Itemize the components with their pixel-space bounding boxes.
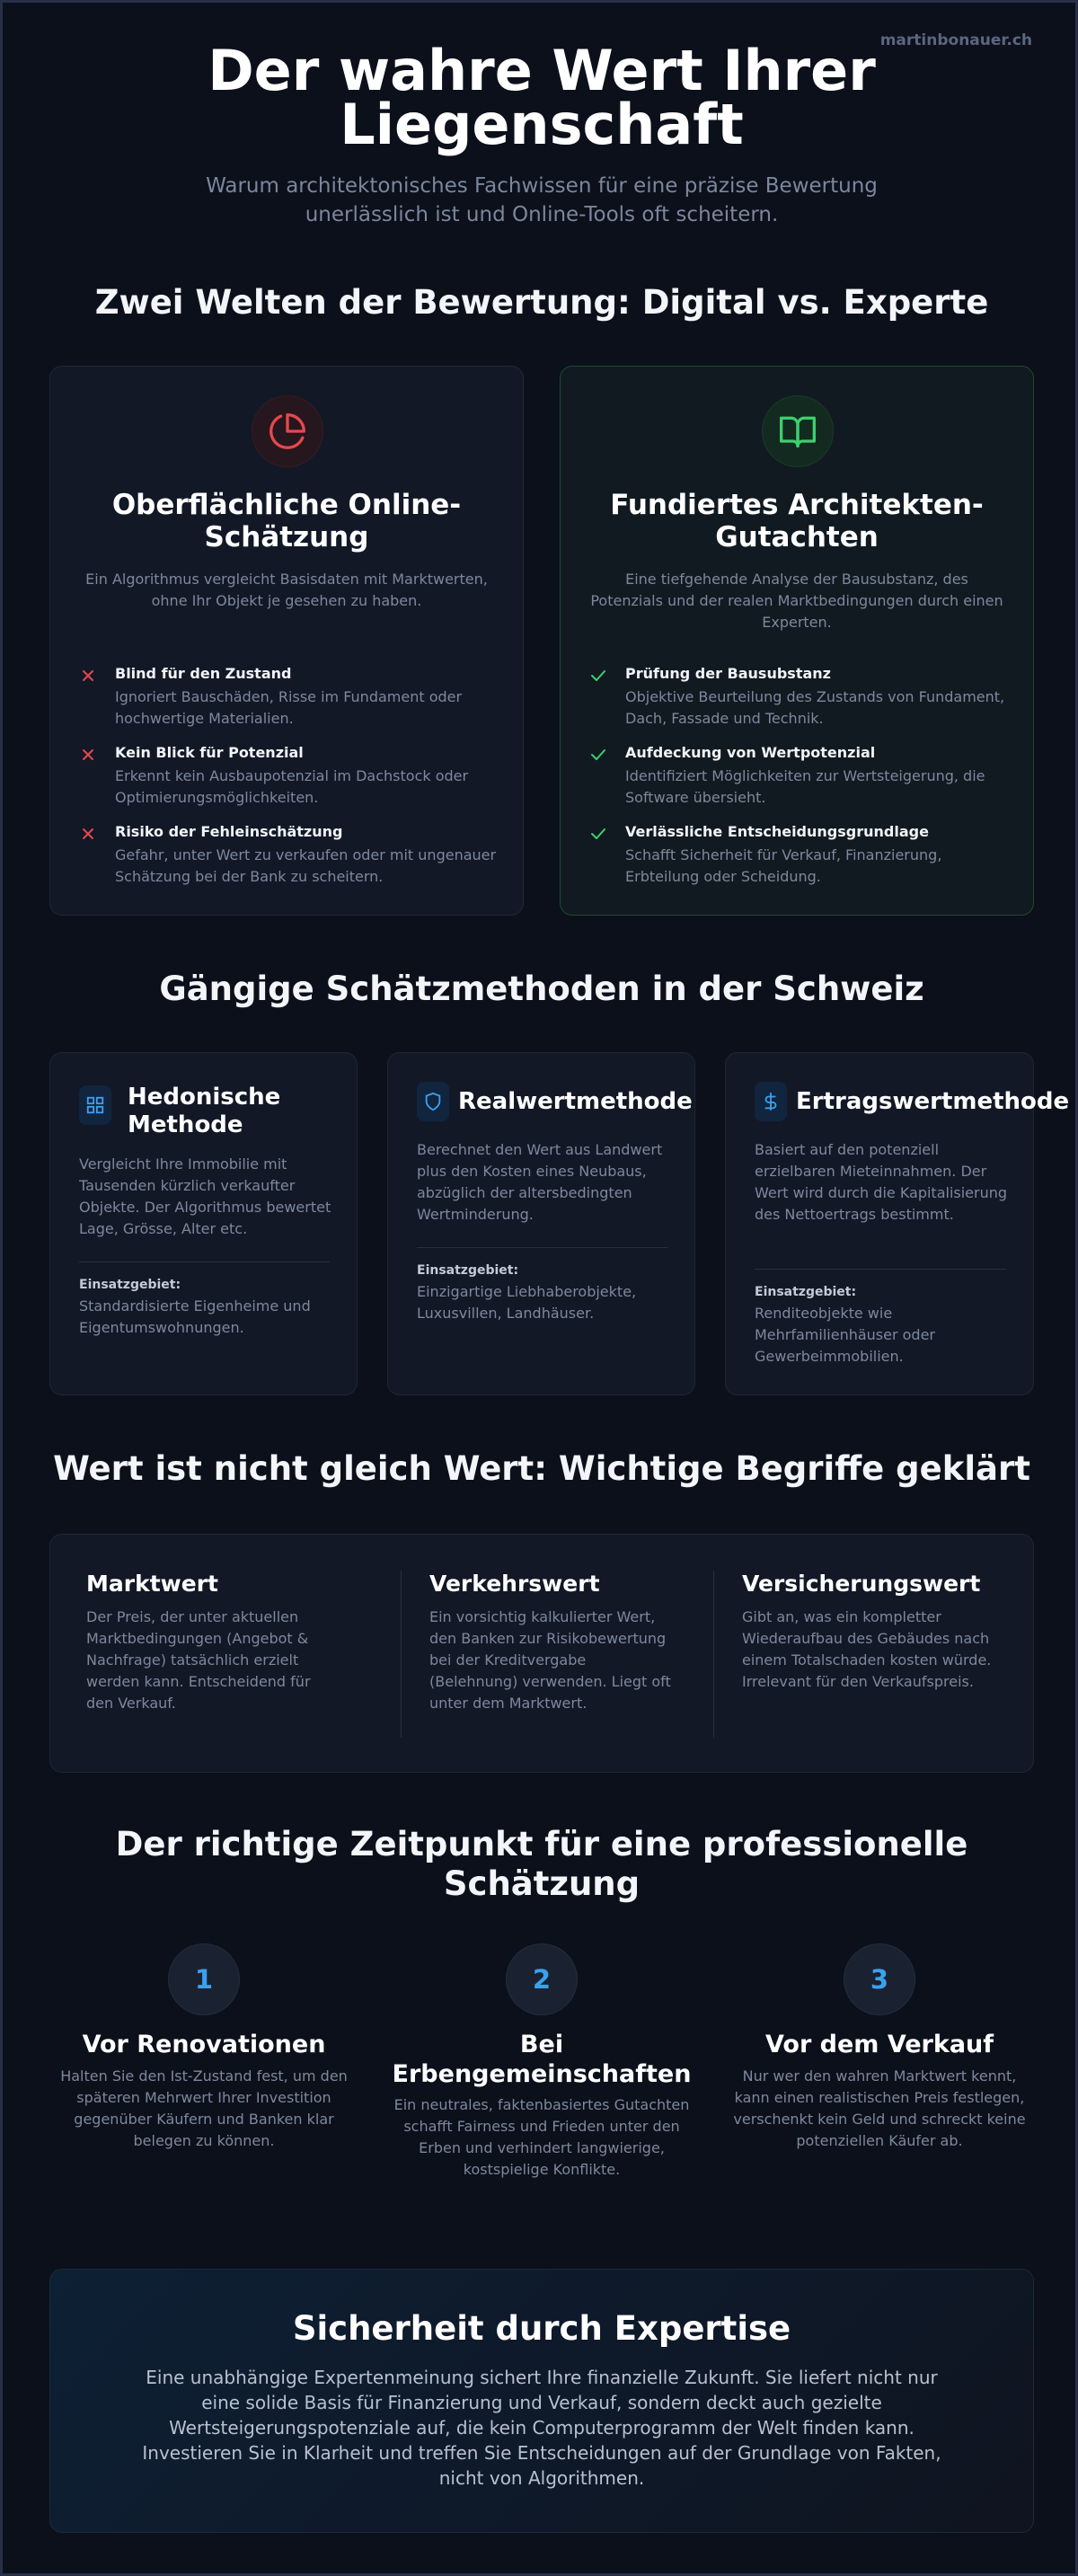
grid-icon (79, 1085, 111, 1125)
check-icon (589, 825, 607, 843)
step-number: 3 (844, 1943, 915, 2015)
step-description: Nur wer den wahren Marktwert kennt, kann einen realistischen Preis festlegen, verschenkt kein Geld und schreckt keine potenziellen Käufer ab. (733, 2067, 1026, 2149)
x-icon (79, 825, 97, 843)
method-description: Vergleicht Ihre Immobilie mit Tausenden kürzlich verkaufter Objekte. Der Algorithmus bewertet Lage, Grösse, Alter etc. (79, 1155, 331, 1237)
method-description: Basiert auf den potenziell erzielbaren Mieteinnahmen. Der Wert wird durch die Kapitalisierung des Nettoertrags bestimmt. (755, 1141, 1008, 1223)
step-number: 2 (506, 1943, 578, 2015)
method-use: Renditeobjekte wie Mehrfamilienhäuser oder Gewerbeimmobilien. (755, 1305, 936, 1365)
dollar-icon (755, 1082, 787, 1121)
online-estimate-card (49, 366, 524, 916)
methods-section-title: Gängige Schätzmethoden in der Schweiz (159, 969, 924, 1008)
term-description: Gibt an, was ein kompletter Wiederaufbau des Gebäudes nach einem Totalschaden kosten würde. Irrelevant für den Verkaufspreis. (742, 1608, 992, 1690)
cta-box (49, 2269, 1034, 2533)
online-item-title: Kein Blick für Potenzial (115, 744, 304, 761)
divider (401, 1571, 402, 1738)
x-icon (79, 667, 97, 685)
expert-card-description: Eine tiefgehende Analyse der Bausubstanz, des Potenzials und der realen Marktbedingungen durch einen Experten. (590, 571, 1003, 631)
open-book-icon (762, 395, 834, 467)
x-icon (79, 746, 97, 764)
expert-item-desc: Identifiziert Möglichkeiten zur Wertsteigerung, die Software übersieht. (625, 767, 985, 806)
step-title: Bei Erbengemeinschaften (392, 2031, 692, 2088)
method-title: Ertragswertmethode (796, 1088, 1070, 1115)
method-use-label: Einsatzgebiet: (79, 1278, 181, 1292)
comparison-section-title: Zwei Welten der Bewertung: Digital vs. Experte (94, 283, 989, 322)
online-item-desc: Erkennt kein Ausbaupotenzial im Dachstock oder Optimierungsmöglichkeiten. (115, 767, 469, 806)
method-use-label: Einsatzgebiet: (417, 1263, 519, 1278)
divider (417, 1247, 667, 1248)
terms-card (49, 1534, 1034, 1773)
step-description: Halten Sie den Ist-Zustand fest, um den späteren Mehrwert Ihrer Investition gegenüber Käufern und Banken klar belegen zu können. (60, 2067, 348, 2149)
cta-title: Sicherheit durch Expertise (292, 2309, 791, 2348)
online-card-title: Oberflächliche Online-Schätzung (111, 489, 462, 553)
check-icon (589, 746, 607, 764)
term-description: Ein vorsichtig kalkulierter Wert, den Banken zur Risikobewertung bei der Kreditvergabe (Belehnung) verwenden. Liegt oft unter dem Marktwert. (429, 1608, 671, 1712)
divider (713, 1571, 714, 1738)
expert-item-title: Verlässliche Entscheidungsgrundlage (625, 823, 929, 840)
check-icon (589, 667, 607, 685)
method-description: Berechnet den Wert aus Landwert plus den Kosten eines Neubaus, abzüglich der altersbedingten Wertminderung. (417, 1141, 663, 1223)
method-card-realwert (387, 1052, 695, 1395)
term-title: Verkehrswert (429, 1571, 600, 1597)
cta-text: Eine unabhängige Expertenmeinung sichert Ihre finanzielle Zukunft. Sie liefert nicht nur eine solide Basis für Finanzierung und Verkauf, sondern deckt auch gezielte Wertsteigerungspotenziale auf, die kein Computerprogramm der Welt finden kann. Investieren Sie in Klarheit und treffen Sie Entscheidungen auf der Grundlage von Fakten, nicht von Algorithmen. (142, 2367, 941, 2489)
expert-item-desc: Schafft Sicherheit für Verkauf, Finanzierung, Erbteilung oder Scheidung. (625, 846, 942, 885)
method-use: Standardisierte Eigenheime und Eigentumswohnungen. (79, 1297, 311, 1336)
expert-item-desc: Objektive Beurteilung des Zustands von Fundament, Dach, Fassade und Technik. (625, 688, 1005, 727)
method-card-ertragswert (725, 1052, 1070, 1395)
page-subtitle: Warum architektonisches Fachwissen für eine präzise Bewertung unerlässlich ist und Online-Tools oft scheitern. (206, 174, 878, 226)
brand-name[interactable]: martinbonauer.ch (879, 31, 1032, 49)
online-item-title: Risiko der Fehleinschätzung (115, 823, 343, 840)
page-title: Der wahre Wert Ihrer Liegenschaft (208, 38, 876, 157)
step-title: Vor Renovationen (82, 2031, 326, 2058)
online-item-title: Blind für den Zustand (115, 665, 292, 682)
online-card-description: Ein Algorithmus vergleicht Basisdaten mit Marktwerten, ohne Ihr Objekt je gesehen zu haben. (85, 571, 488, 609)
step-description: Ein neutrales, faktenbasiertes Gutachten schafft Fairness und Frieden unter den Erben und verhindert langwierige, kostspielige Konflikte. (393, 2096, 690, 2178)
shield-icon (417, 1082, 449, 1121)
divider (79, 1261, 330, 1262)
method-card-hedonic (49, 1052, 358, 1395)
step-number: 1 (168, 1943, 240, 2015)
divider (755, 1269, 1006, 1270)
expert-card-title: Fundiertes Architekten-Gutachten (610, 489, 984, 553)
pie-chart-icon (252, 395, 323, 467)
term-description: Der Preis, der unter aktuellen Marktbedingungen (Angebot & Nachfrage) tatsächlich erzielt werden kann. Entscheidend für den Verkauf. (86, 1608, 311, 1712)
terms-section-title: Wert ist nicht gleich Wert: Wichtige Begriffe geklärt (53, 1449, 1030, 1488)
step-title: Vor dem Verkauf (764, 2031, 994, 2058)
method-title: Hedonische Methode (128, 1084, 281, 1138)
method-title: Realwertmethode (458, 1088, 693, 1115)
term-title: Versicherungswert (742, 1571, 981, 1597)
method-use-label: Einsatzgebiet: (755, 1285, 857, 1299)
expert-item-title: Aufdeckung von Wertpotenzial (625, 744, 876, 761)
timing-section-title: Der richtige Zeitpunkt für eine professionelle Schätzung (115, 1825, 968, 1903)
method-use: Einzigartige Liebhaberobjekte, Luxusvillen, Landhäuser. (417, 1283, 637, 1322)
expert-item-title: Prüfung der Bausubstanz (625, 665, 831, 682)
term-title: Marktwert (86, 1571, 218, 1597)
online-item-desc: Gefahr, unter Wert zu verkaufen oder mit ungenauer Schätzung bei der Bank zu scheitern. (115, 846, 497, 885)
online-item-desc: Ignoriert Bauschäden, Risse im Fundament oder hochwertige Materialien. (115, 688, 463, 727)
expert-report-card (560, 366, 1034, 916)
